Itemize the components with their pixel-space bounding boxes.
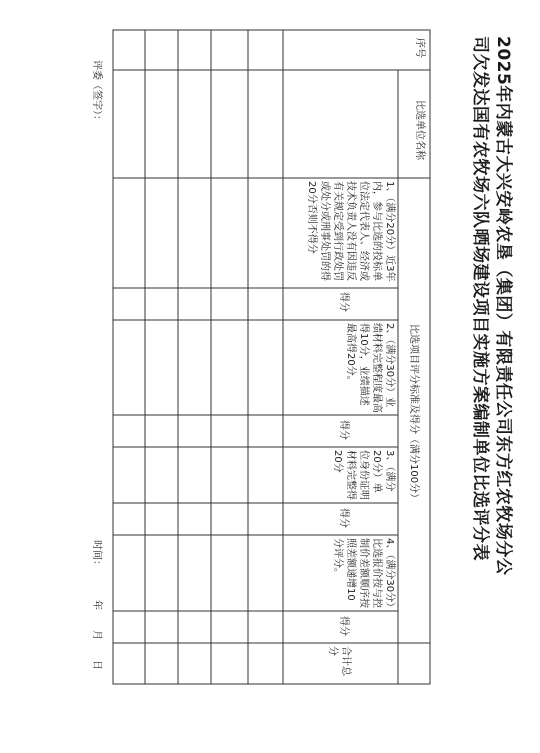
criterion-4: 4、（满分30分）比选报价按与控制价差额顺序按照差额递增10分评分。 <box>332 538 395 608</box>
criterion-1: 1、（满分20分）近3年内，参与比选的投标单位法定代表人、经济或技术负责人没有因违反有关规定受到行政处罚或处分或刑事处罚的得20分否则不得分 <box>306 181 395 282</box>
score-label-2: 得分 <box>338 420 349 440</box>
total-score-label: 合计总分 <box>327 646 351 676</box>
score-label-4: 得分 <box>338 616 349 636</box>
title-line-1: 2025年内蒙古大兴安岭农垦（集团）有限责任公司东方红农牧场分公 <box>493 36 513 576</box>
section-header: 比选项目评分标准及得分（满分100分） <box>408 324 419 504</box>
reviewer-signature-label: 评委（签字）： <box>91 60 102 125</box>
score-label-3: 得分 <box>338 508 349 528</box>
date-label: 时间： <box>91 540 102 570</box>
title-line-2: 司欠发达国有农牧场六队晒场建设项目实施方案编制单位比选评分表 <box>470 36 490 561</box>
score-label-1: 得分 <box>338 292 349 312</box>
header-unit-name: 比选单位名称 <box>414 100 425 160</box>
date-day: 日 <box>91 660 102 670</box>
criterion-3: 3、（满分20分）单位身份证明材料完整得20分 <box>332 450 395 500</box>
date-month: 月 <box>91 630 102 640</box>
header-index: 序号 <box>414 38 425 58</box>
criterion-2: 2、（满分30分）业绩材料完整程度最高得10分，业绩描述最高得20分。 <box>345 323 395 413</box>
date-year: 年 <box>91 600 102 610</box>
